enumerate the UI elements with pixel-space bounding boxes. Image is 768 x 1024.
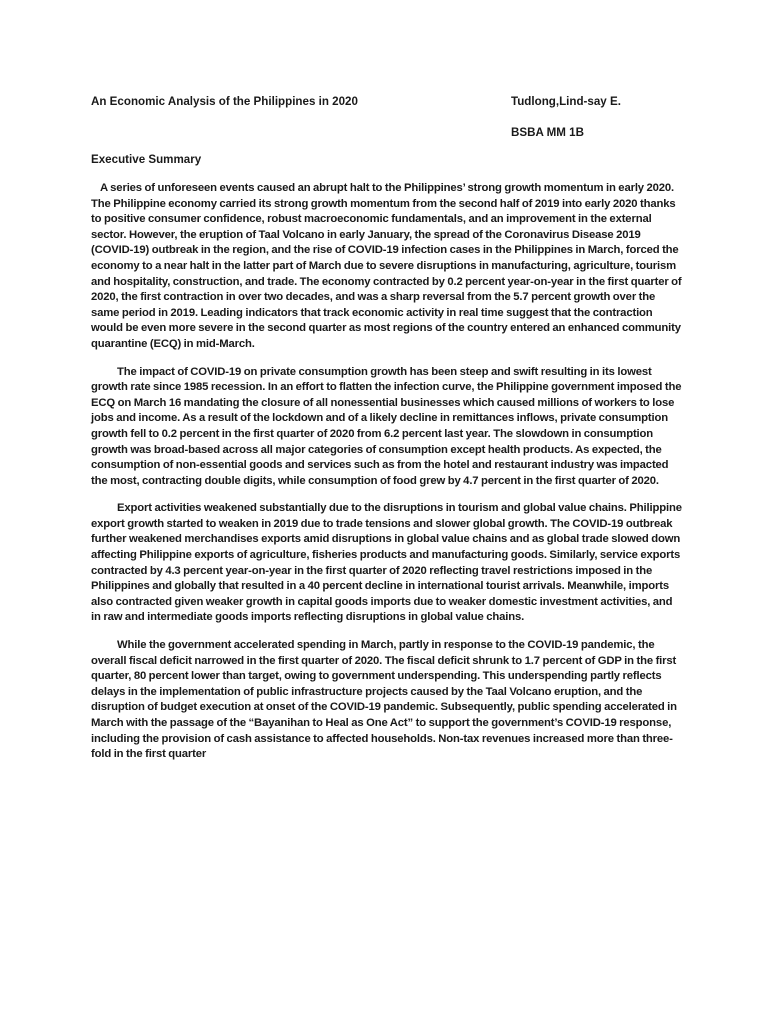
course-section: BSBA MM 1B	[511, 126, 584, 139]
paragraph-1: A series of unforeseen events caused an abrupt halt to the Philippines’ strong growth momentum in early 2020. The Philippine economy carried its strong growth momentum from the second half of 2019 into early 2020 thanks to positive consumer confidence, robust macroeconomic fundamentals, and an improvement in the external sector. However, the eruption of Taal Volcano in early January, the spread of the Coronavirus Disease 2019 (COVID-19) outbreak in the region, and the rise of COVID-19 infection cases in the Philippines in March, forced the economy to a near halt in the latter part of March due to severe disruptions in manufacturing, agriculture, tourism and hospitality, construction, and trade. The economy contracted by 0.2 percent year-on-year in the first quarter of 2020, the first contraction in over two decades, and was a sharp reversal from the 5.7 percent growth over the same period in 2019. Leading indicators that track economic activity in real time suggest that the contraction would be even more severe in the second quarter as most regions of the country entered an enhanced community quarantine (ECQ) in mid-March.	[91, 182, 682, 350]
paragraph-3: Export activities weakened substantially due to the disruptions in tourism and global value chains. Philippine export growth started to weaken in 2019 due to trade tensions and slower global growth. The COVID-19 outbreak further weakened merchandises exports amid disruptions in global value chains and as global trade slowed down affecting Philippine exports of agriculture, fisheries products and manufacturing goods. Similarly, service exports contracted by 4.3 percent year-on-year in the first quarter of 2020 reflecting travel restrictions imposed in the Philippines and globally that resulted in a 40 percent decline in international tourist arrivals. Meanwhile, imports also contracted given weaker growth in capital goods imports due to weaker domestic investment activities, and in raw and intermediate goods imports reflecting disruptions in global value chains.	[91, 502, 682, 624]
section-heading: Executive Summary	[91, 153, 202, 166]
body-text	[91, 181, 684, 775]
document-title: An Economic Analysis of the Philippines in 2020	[91, 95, 358, 108]
paragraph-2: The impact of COVID-19 on private consumption growth has been steep and swift resulting in its lowest growth rate since 1985 recession. In an effort to flatten the infection curve, the Philippine government imposed the ECQ on March 16 mandating the closure of all nonessential businesses which caused millions of workers to lose jobs and income. As a result of the lockdown and of a likely decline in remittances inflows, private consumption growth fell to 0.2 percent in the first quarter of 2020 from 6.2 percent last year. The slowdown in consumption growth was broad-based across all major categories of consumption except health products. As expected, the consumption of non-essential goods and services such as from the hotel and restaurant industry was impacted the most, contracting double digits, while consumption of food grew by 4.7 percent in the first quarter of 2020.	[91, 365, 682, 487]
author-name: Tudlong,Lind-say E.	[511, 95, 621, 108]
paragraph-4: While the government accelerated spending in March, partly in response to the COVID-19 pandemic, the overall fiscal deficit narrowed in the first quarter of 2020. The fiscal deficit shrunk to 1.7 percent of GDP in the first quarter, 80 percent lower than target, owing to government underspending. This underspending partly reflects delays in the implementation of public infrastructure projects caused by the Taal Volcano eruption, and the disruption of budget execution at onset of the COVID-19 pandemic. Subsequently, public spending accelerated in March with the passage of the “Bayanihan to Heal as One Act” to support the government’s COVID-19 response, including the provision of cash assistance to affected households. Non-tax revenues increased more than three-fold in the first quarter	[91, 639, 677, 761]
